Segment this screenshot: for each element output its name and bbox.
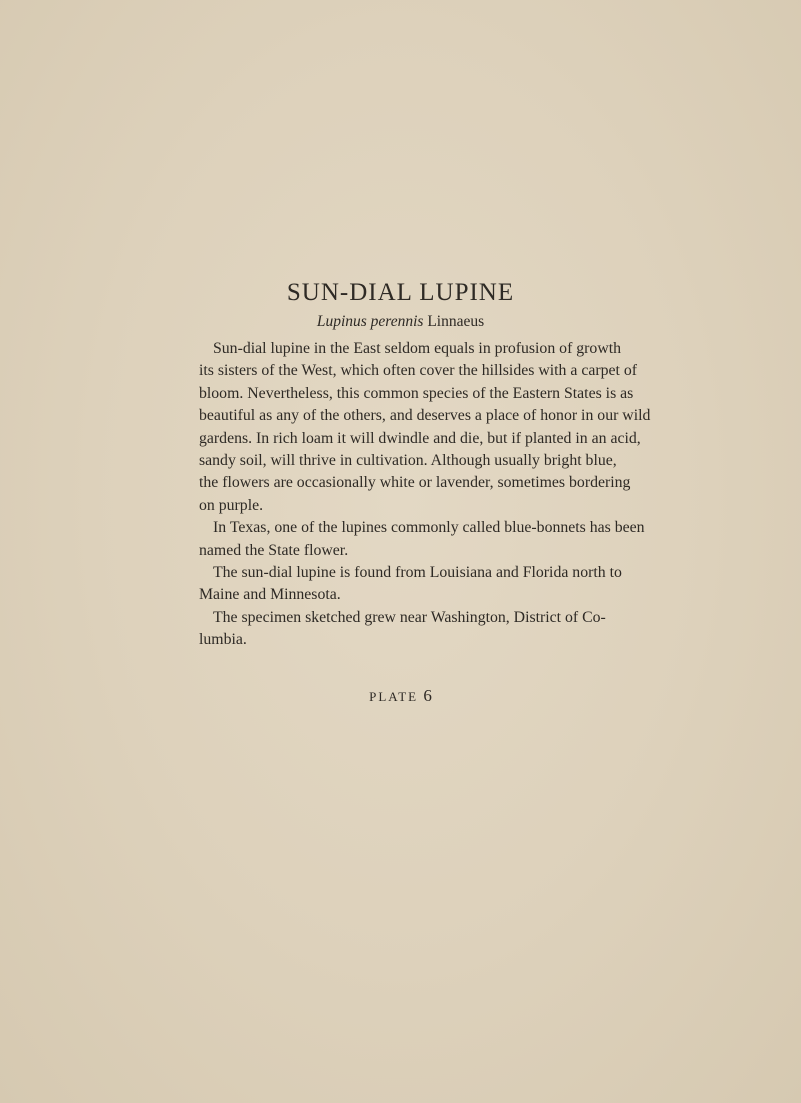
page-subtitle — [0, 312, 801, 332]
text-line: the flowers are occasionally white or lavender, sometimes bordering — [199, 474, 631, 492]
text-line: lumbia. — [199, 631, 247, 649]
paragraph-2 — [199, 517, 645, 562]
text-line: Sun-dial lupine in the East seldom equals in profusion of growth — [213, 340, 622, 357]
latin-name: Lupinus perennis — [316, 313, 424, 330]
plate-label: PLATE — [369, 689, 419, 704]
text-line: Maine and Minnesota. — [199, 586, 341, 604]
body-text — [199, 338, 651, 652]
author-name: Linnaeus — [427, 313, 485, 330]
text-line: its sisters of the West, which often cover the hillsides with a carpet of — [199, 362, 638, 380]
paragraph-4 — [199, 607, 606, 652]
text-line: sandy soil, will thrive in cultivation. Although usually bright blue, — [199, 452, 617, 470]
text-line: named the State flower. — [199, 541, 349, 559]
text-line: on purple. — [199, 496, 264, 514]
text-line: beautiful as any of the others, and deserves a place of honor in our wild — [199, 407, 651, 425]
plate-number: 6 — [423, 686, 432, 705]
paragraph-3 — [199, 562, 622, 607]
text-line: bloom. Nevertheless, this common species of the Eastern States is as — [199, 384, 634, 402]
text-line: gardens. In rich loam it will dwindle and die, but if planted in an acid, — [199, 429, 641, 447]
plate-caption — [0, 686, 801, 707]
text-line: The sun-dial lupine is found from Louisiana and Florida north to — [213, 564, 622, 582]
page-title: SUN-DIAL LUPINE — [286, 279, 515, 306]
text-line: In Texas, one of the lupines commonly called blue-bonnets has been — [213, 519, 645, 537]
paragraph-1 — [199, 338, 651, 517]
text-line: The specimen sketched grew near Washington, District of Co- — [213, 608, 606, 626]
